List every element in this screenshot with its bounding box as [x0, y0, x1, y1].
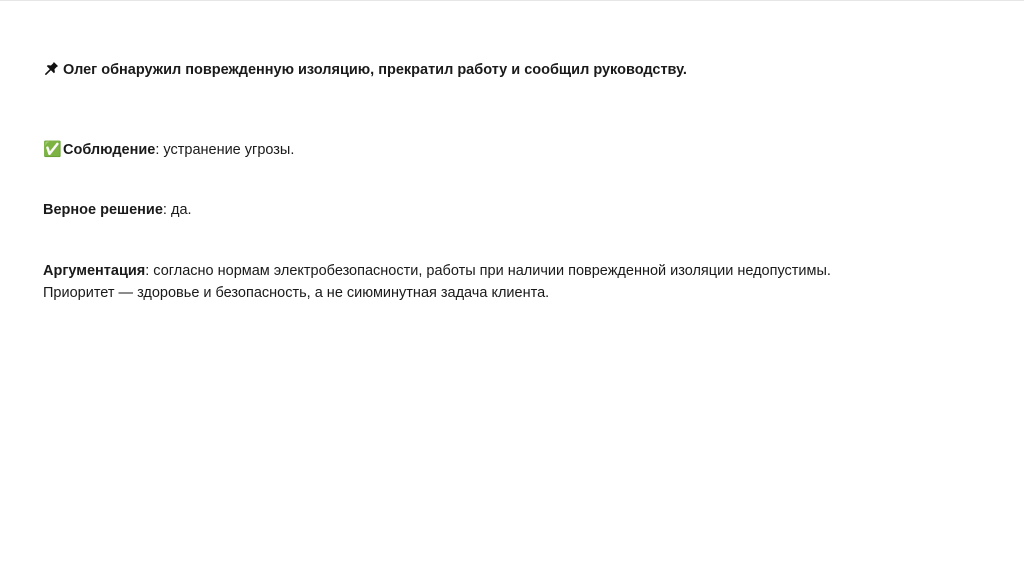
decision-line — [43, 199, 192, 221]
argument-line-1 — [43, 260, 831, 282]
decision-value: : да. — [162, 202, 192, 218]
argument-line-2: Приоритет — здоровье и безопасность, а не сиюминутная задача клиента. — [43, 285, 550, 301]
headline-text: Олег обнаружил поврежденную изоляцию, прекратил работу и сообщил руководству. — [63, 62, 687, 78]
headline — [43, 59, 687, 81]
compliance-line — [43, 138, 294, 161]
argument-paragraph — [43, 260, 831, 304]
check-icon: ✅ — [43, 140, 62, 158]
pushpin-icon — [43, 59, 59, 81]
compliance-label: Соблюдение — [63, 142, 156, 158]
decision-label: Верное решение — [43, 202, 163, 218]
compliance-value: : устранение угрозы. — [155, 142, 295, 158]
argument-label: Аргументация — [43, 263, 146, 279]
argument-value: : согласно нормам электробезопасности, работы при наличии поврежденной изоляции недопустимы. — [145, 263, 831, 279]
